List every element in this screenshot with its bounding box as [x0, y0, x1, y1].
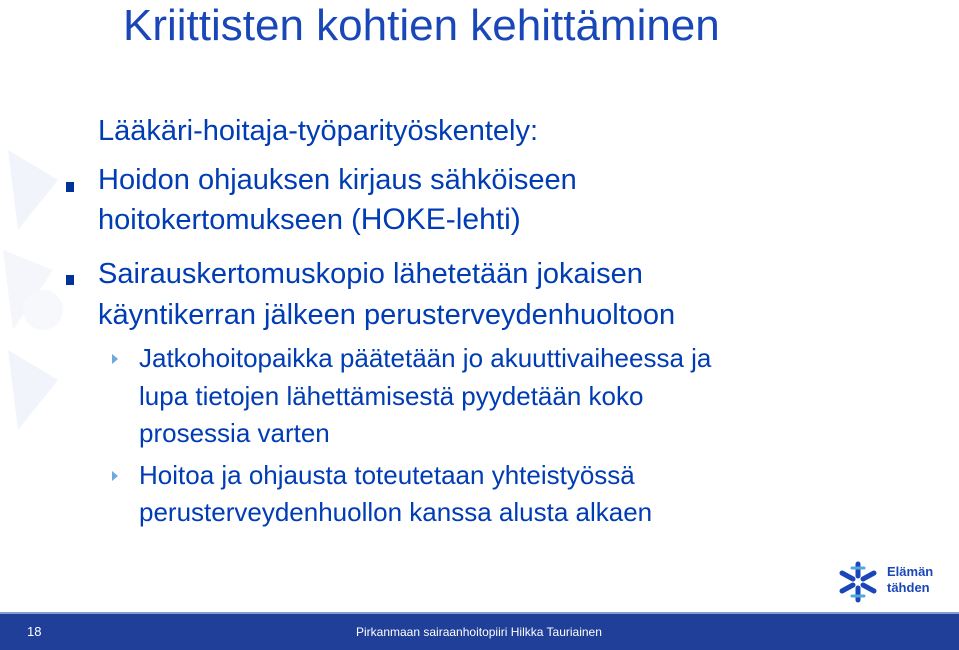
hoke-lehti-text: HOKE-lehti) [360, 203, 521, 236]
sub-bullet-2-line-1: Hoitoa ja ohjausta toteutetaan yhteistyössä [139, 460, 635, 490]
intro-text: Lääkäri-hoitaja-työparityöskentely: [98, 115, 539, 147]
sub-bullet-1-line-1: Jatkohoitopaikka päätetään jo akuuttivaiheessa ja [139, 343, 712, 373]
slide-title: Kriittisten kohtien kehittäminen [123, 1, 720, 50]
sub-bullet-1-line-2: lupa tietojen lähettämisestä pyydetään koko [139, 381, 644, 411]
triangle-bullet-icon [112, 471, 118, 481]
logo-text-line-2: tähden [887, 580, 930, 595]
bullet-2-line-2: käyntikerran jälkeen perusterveydenhuoltoon [98, 299, 676, 331]
bullet-1-line-2 [98, 203, 521, 237]
logo-text [887, 564, 933, 596]
triangle-bullet-icon [112, 354, 118, 364]
sub-bullet-2-line-2: perusterveydenhuollon kanssa alusta alkaen [139, 497, 653, 527]
bullet-1-line-1: Hoidon ohjauksen kirjaus sähköiseen [98, 164, 577, 196]
bullet-1-line-2-prefix: hoitokertomukseen ( [98, 204, 361, 236]
page-number: 18 [27, 624, 42, 639]
bullet-2-line-1: Sairauskertomuskopio lähetetään jokaisen [98, 258, 643, 290]
footer-text: Pirkanmaan sairaanhoitopiiri Hilkka Tauriainen [356, 625, 602, 639]
square-bullet-icon [66, 275, 74, 285]
sub-bullet-1-line-3: prosessia varten [139, 418, 330, 448]
square-bullet-icon [66, 182, 74, 192]
logo-text-line-1: Elämän [887, 564, 934, 579]
